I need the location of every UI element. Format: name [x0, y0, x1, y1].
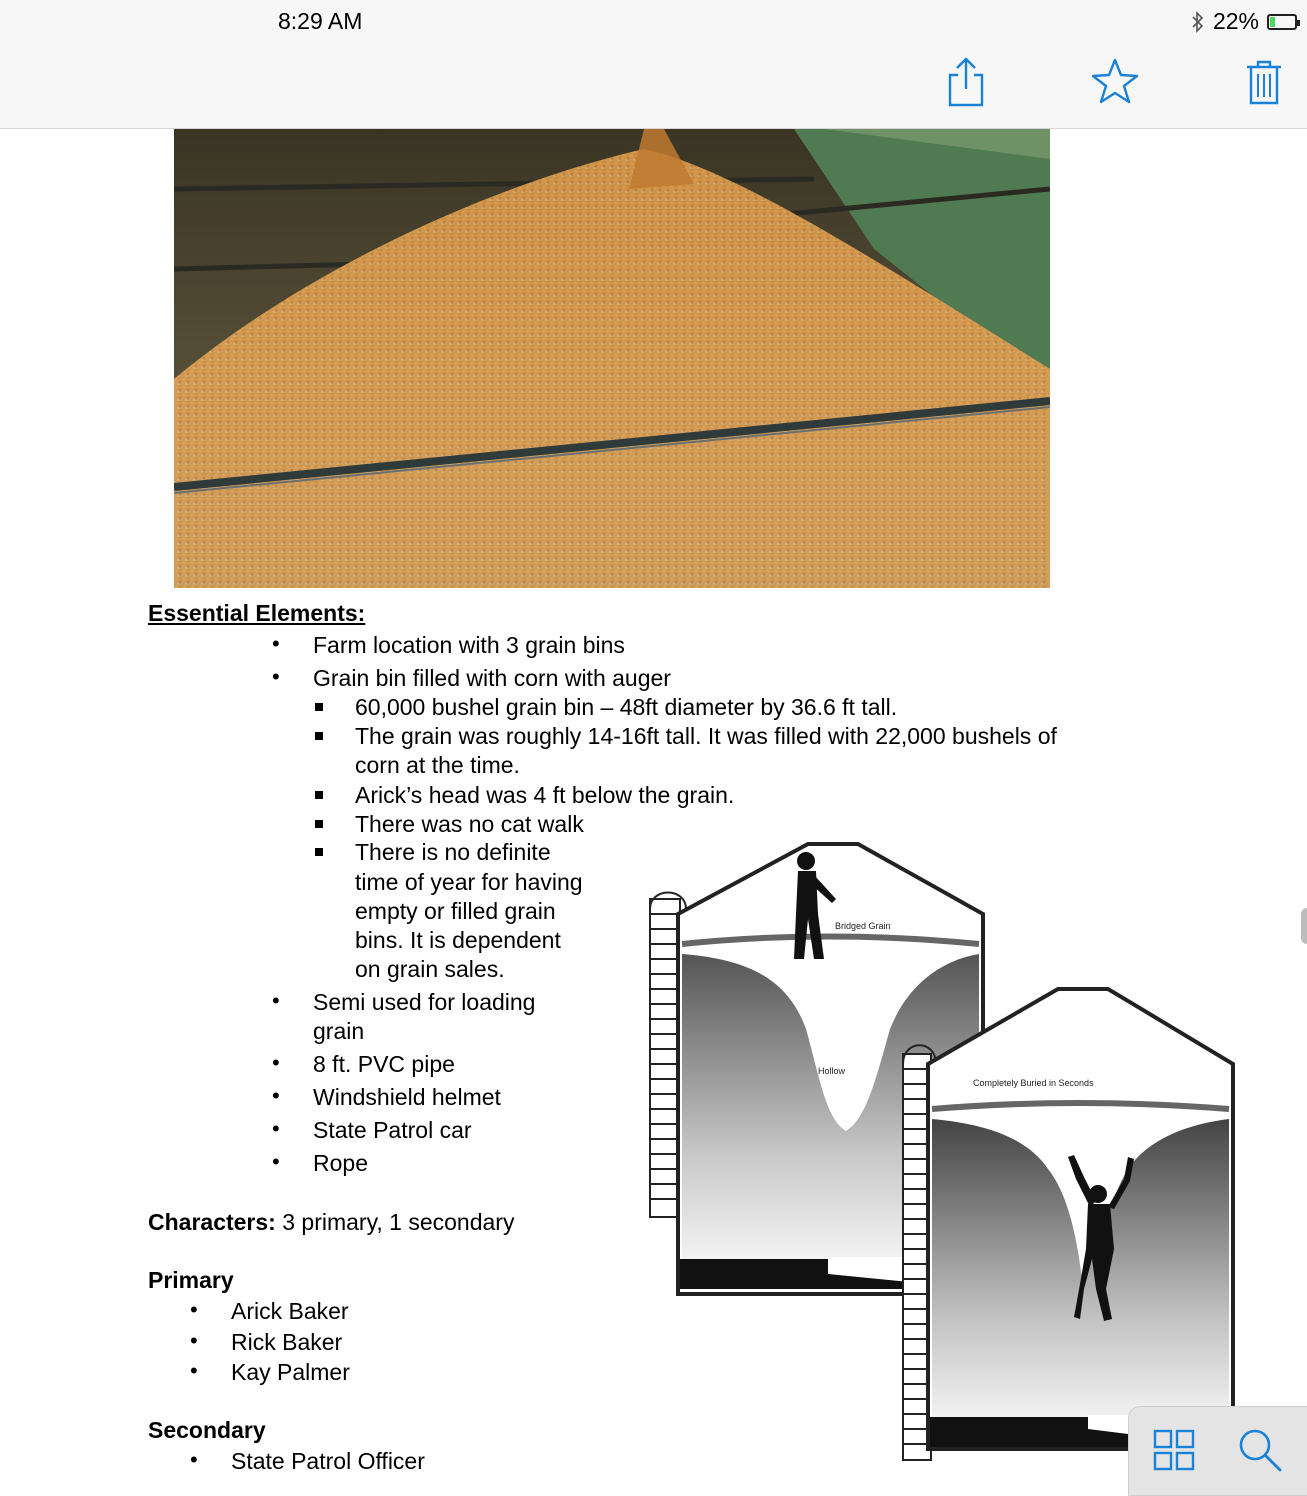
element-item: 8 ft. PVC pipe [313, 1051, 455, 1077]
star-icon [1090, 57, 1140, 107]
corn-grain-photo [174, 129, 1050, 588]
search-icon [1237, 1427, 1283, 1473]
element-item: grain [313, 1018, 365, 1044]
page-edge-handle[interactable] [1301, 908, 1307, 944]
label-completely-buried: Completely Buried in Seconds [973, 1078, 1094, 1088]
bullet-mark: • [272, 1116, 280, 1141]
bullet-mark: • [272, 664, 280, 689]
bullet-mark: • [190, 1328, 198, 1353]
secondary-character: State Patrol Officer [231, 1448, 425, 1474]
element-item: Grain bin filled with corn with auger [313, 665, 671, 691]
document [0, 129, 1307, 1494]
bullet-mark: • [190, 1358, 198, 1383]
search-button[interactable] [1235, 1425, 1285, 1475]
bullet-mark: • [272, 1149, 280, 1174]
secondary-heading: Secondary [148, 1417, 266, 1443]
battery-percent: 22% [1212, 8, 1259, 34]
bluetooth-icon [1191, 10, 1205, 34]
characters-line [148, 1208, 514, 1237]
bullet-mark: • [272, 988, 280, 1013]
label-bridged-grain: Bridged Grain [835, 921, 891, 931]
grain-bin-diagram [628, 819, 1278, 1464]
primary-character: Rick Baker [231, 1329, 343, 1355]
top-bar [0, 0, 1307, 129]
delete-button[interactable] [1238, 56, 1290, 108]
primary-character: Arick Baker [231, 1298, 349, 1324]
bullet-mark: • [272, 631, 280, 656]
element-item: Farm location with 3 grain bins [313, 632, 625, 658]
floating-tools [1128, 1406, 1307, 1496]
trash-icon [1244, 57, 1284, 107]
sub-item: 60,000 bushel grain bin – 48ft diameter by 36.6 ft tall. [355, 694, 898, 720]
share-button[interactable] [940, 56, 992, 108]
characters-label: Characters: [148, 1209, 276, 1235]
sub-item: Arick’s head was 4 ft below the grain. [355, 782, 735, 808]
bullet-mark: • [190, 1447, 198, 1472]
element-item: State Patrol car [313, 1117, 472, 1143]
square-bullet [315, 848, 323, 856]
sub-item: corn at the time. [355, 752, 520, 778]
square-bullet [315, 732, 323, 740]
essential-elements-heading: Essential Elements: [148, 600, 366, 626]
square-bullet [315, 703, 323, 711]
status-time: 8:29 AM [278, 8, 363, 34]
element-item: Windshield helmet [313, 1084, 501, 1110]
grid-view-button[interactable] [1149, 1425, 1199, 1475]
element-item: Rope [313, 1150, 368, 1176]
primary-heading: Primary [148, 1267, 234, 1293]
bullet-mark: • [272, 1083, 280, 1108]
element-item: Semi used for loading [313, 989, 536, 1015]
sub-item: The grain was roughly 14-16ft tall. It was filled with 22,000 bushels of [355, 723, 1057, 749]
battery-icon [1267, 14, 1297, 30]
battery-fill [1270, 17, 1275, 27]
sub-item: bins. It is dependent [355, 927, 561, 953]
label-hollow: Hollow [818, 1066, 846, 1076]
primary-character: Kay Palmer [231, 1359, 350, 1385]
sub-item: There was no cat walk [355, 811, 584, 837]
bullet-mark: • [190, 1297, 198, 1322]
bullet-mark: • [272, 1050, 280, 1075]
favorite-button[interactable] [1089, 56, 1141, 108]
share-icon [944, 57, 988, 107]
sub-item: time of year for having [355, 869, 583, 895]
square-bullet [315, 820, 323, 828]
sub-item: on grain sales. [355, 956, 505, 982]
sub-item: There is no definite [355, 839, 551, 865]
sub-item: empty or filled grain [355, 898, 556, 924]
status-indicators [1191, 8, 1297, 35]
grid-icon [1152, 1428, 1196, 1472]
characters-value: 3 primary, 1 secondary [275, 1209, 515, 1235]
square-bullet [315, 791, 323, 799]
